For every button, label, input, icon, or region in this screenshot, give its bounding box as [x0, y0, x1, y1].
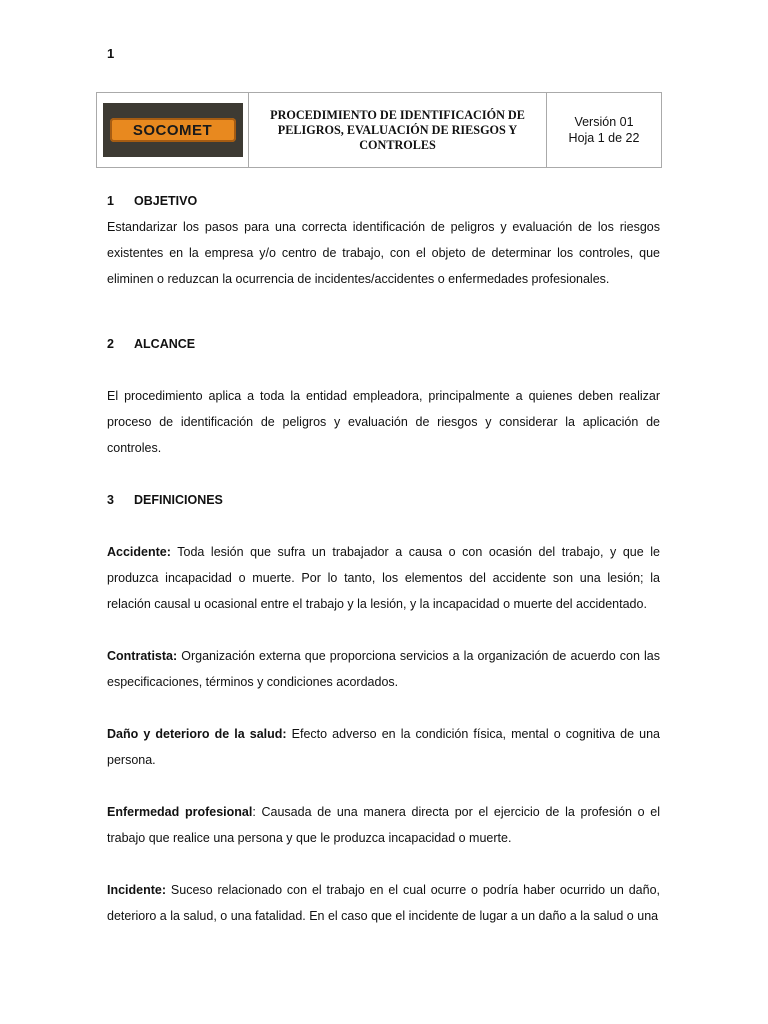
definition-term: Accidente: — [107, 545, 171, 559]
definition-term: Enfermedad profesional — [107, 805, 253, 819]
definition-text: Suceso relacionado con el trabajo en el cual ocurre o podría haber ocurrido un daño, deterioro a la salud, o una fatalidad. En el caso que el incidente de lugar a un daño a la salud o una — [107, 883, 660, 923]
page-number: 1 — [107, 46, 115, 61]
section-title: OBJETIVO — [134, 194, 198, 208]
logo-cell — [97, 93, 249, 167]
definition-dano-salud — [107, 721, 660, 773]
definition-incidente — [107, 877, 660, 929]
section-number: 3 — [107, 493, 114, 507]
definition-text: Efecto adverso en la condición física, mental o cognitiva de una persona. — [107, 727, 660, 767]
section-text-objetivo: Estandarizar los pasos para una correcta identificación de peligros y evaluación de los riesgos existentes en la empresa y/o centro de trabajo, con el objeto de determinar los controles, que eliminen o reduzcan la ocurrencia de incidentes/accidentes o enfermedades profesionales. — [107, 220, 660, 286]
section-title: ALCANCE — [134, 337, 196, 351]
section-number: 2 — [107, 337, 114, 351]
section-heading-alcance — [107, 331, 660, 357]
document-header-table — [96, 92, 662, 168]
version-cell — [547, 93, 661, 167]
definition-enfermedad-profesional — [107, 799, 660, 851]
logo-text: SOCOMET — [110, 118, 236, 142]
definition-term: Contratista: — [107, 649, 178, 663]
definition-contratista — [107, 643, 660, 695]
document-body — [107, 188, 660, 929]
definition-accidente — [107, 539, 660, 617]
definition-text: : Causada de una manera directa por el ejercicio de la profesión o el trabajo que realice una persona y que le produzca incapacidad o muerte. — [107, 805, 661, 845]
definition-term: Daño y deterioro de la salud: — [107, 727, 287, 741]
section-number: 1 — [107, 194, 114, 208]
document-title: PROCEDIMIENTO DE IDENTIFICACIÓN DE PELIGROS, EVALUACIÓN DE RIESGOS Y CONTROLES — [249, 93, 547, 167]
company-logo — [103, 103, 243, 157]
definition-text: Organización externa que proporciona servicios a la organización de acuerdo con las especificaciones, términos y condiciones acordados. — [107, 649, 660, 689]
section-title: DEFINICIONES — [134, 493, 223, 507]
section-heading-definiciones — [107, 487, 660, 513]
section-heading-objetivo — [107, 188, 660, 214]
section-text-alcance: El procedimiento aplica a toda la entidad empleadora, principalmente a quienes deben realizar proceso de identificación de peligros y evaluación de riesgos y considerar la aplicación de controles. — [107, 389, 660, 455]
version-label: Versión 01 — [574, 115, 634, 129]
definition-term: Incidente: — [107, 883, 167, 897]
sheet-label: Hoja 1 de 22 — [568, 131, 640, 145]
definition-text: Toda lesión que sufra un trabajador a causa o con ocasión del trabajo, y que le produzca incapacidad o muerte. Por lo tanto, los elementos del accidente son una lesión; la relación causal u ocasional entre el trabajo y la lesión, y la incapacidad o muerte del accidentado. — [107, 545, 660, 611]
